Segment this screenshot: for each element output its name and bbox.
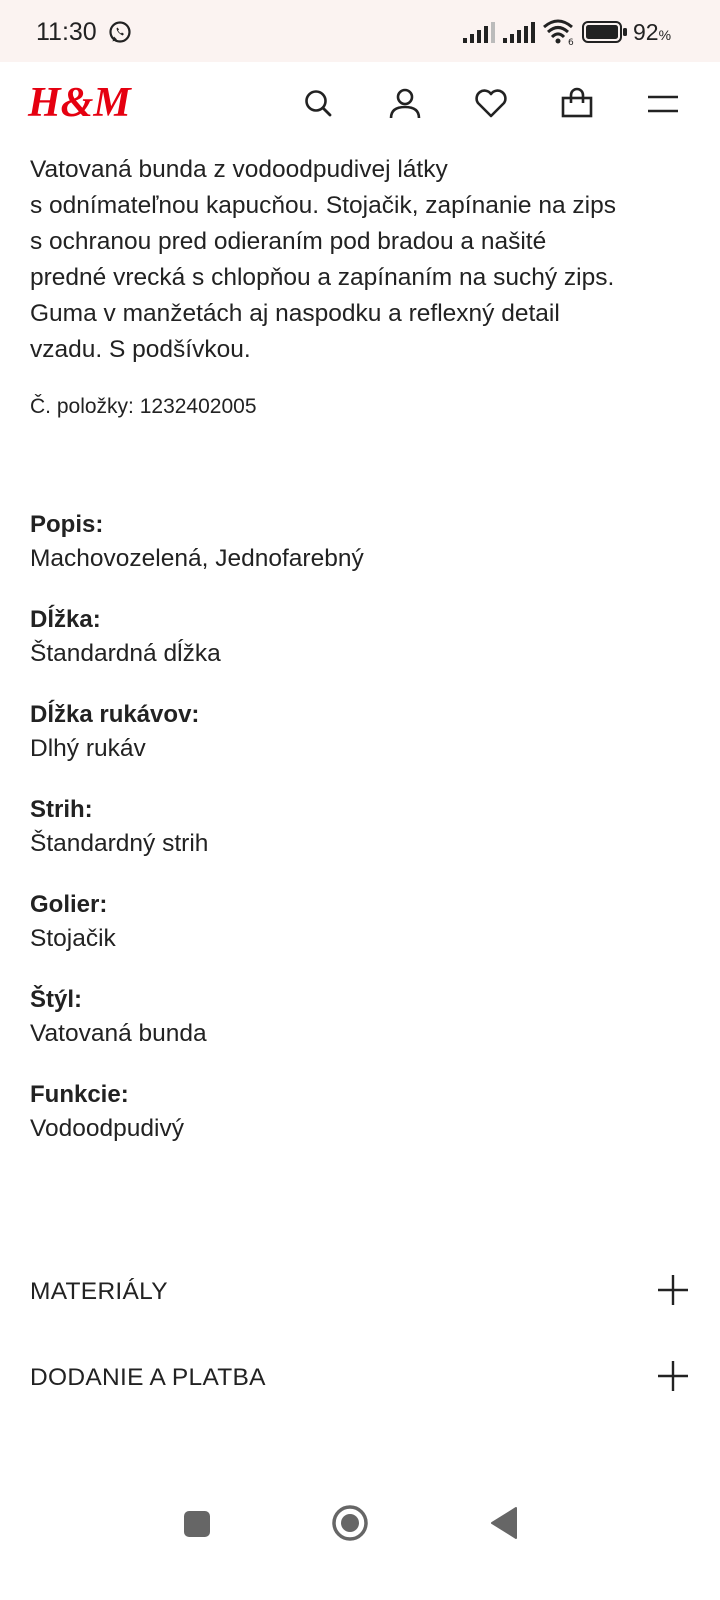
home-button[interactable] xyxy=(331,1504,369,1547)
whatsapp-icon xyxy=(108,20,132,49)
search-button[interactable] xyxy=(299,84,339,124)
attribute-label: Golier: xyxy=(30,891,108,918)
status-time: 11:30 xyxy=(36,18,97,46)
attribute-value: Stojačik xyxy=(30,925,116,952)
plus-icon xyxy=(656,1359,690,1398)
product-description xyxy=(30,152,690,368)
attribute-value: Machovozelená, Jednofarebný xyxy=(30,545,364,572)
cellular-signal-2-icon xyxy=(502,22,536,49)
favorites-button[interactable] xyxy=(471,84,511,124)
attribute-label: Dĺžka: xyxy=(30,606,101,633)
description-line: Guma v manžetách aj naspodku a reflexný detail xyxy=(30,300,560,327)
attribute-item xyxy=(30,983,690,1078)
wifi-icon xyxy=(542,18,576,51)
hm-logo[interactable] xyxy=(28,76,131,131)
attribute-item xyxy=(30,508,690,603)
menu-icon xyxy=(643,111,683,128)
delivery-payment-accordion[interactable] xyxy=(30,1348,690,1408)
attribute-label: Funkcie: xyxy=(30,1081,129,1108)
attribute-value: Vodoodpudivý xyxy=(30,1115,184,1142)
article-number: Č. položky: 1232402005 xyxy=(30,395,257,418)
attribute-label: Dĺžka rukávov: xyxy=(30,701,200,728)
description-line: predné vrecká s chlopňou a zapínaním na suchý zips. xyxy=(30,264,615,291)
shopping-bag-icon xyxy=(557,111,597,128)
attribute-value: Štandardný strih xyxy=(30,830,209,857)
attribute-value: Vatovaná bunda xyxy=(30,1020,207,1047)
search-icon xyxy=(299,111,339,128)
materials-accordion[interactable] xyxy=(30,1262,690,1322)
description-line: s ochranou pred odieraním pod bradou a našité xyxy=(30,228,547,255)
accordion-label: DODANIE A PLATBA xyxy=(30,1364,266,1391)
attribute-label: Popis: xyxy=(30,511,104,538)
shopping-bag-button[interactable] xyxy=(557,84,597,124)
attribute-value: Štandardná dĺžka xyxy=(30,640,221,667)
attribute-item xyxy=(30,698,690,793)
attribute-item xyxy=(30,793,690,888)
svg-text:6: 6 xyxy=(568,38,574,48)
description-line: s odnímateľnou kapucňou. Stojačik, zapínanie na zips xyxy=(30,192,616,219)
battery-icon xyxy=(582,21,628,48)
menu-button[interactable] xyxy=(643,84,683,124)
attribute-label: Strih: xyxy=(30,796,93,823)
accordion-label: MATERIÁLY xyxy=(30,1278,168,1305)
account-icon xyxy=(385,111,425,128)
heart-icon xyxy=(471,111,511,128)
system-navigation-bar xyxy=(0,1480,720,1600)
attribute-item xyxy=(30,603,690,698)
account-button[interactable] xyxy=(385,84,425,124)
cellular-signal-1-icon xyxy=(462,22,496,49)
product-attributes xyxy=(30,508,690,1173)
plus-icon xyxy=(656,1273,690,1312)
attribute-item xyxy=(30,1078,690,1173)
attribute-item xyxy=(30,888,690,983)
description-line: Vatovaná bunda z vodoodpudivej látky xyxy=(30,156,448,183)
status-bar xyxy=(0,0,720,62)
site-header xyxy=(0,62,720,150)
battery-percentage: 92% xyxy=(633,19,672,45)
attribute-label: Štýl: xyxy=(30,986,83,1013)
attribute-value: Dlhý rukáv xyxy=(30,735,146,762)
back-button[interactable] xyxy=(490,1506,518,1545)
description-line: vzadu. S podšívkou. xyxy=(30,336,251,363)
svg-text:H&M: H&M xyxy=(28,80,131,126)
recent-apps-button[interactable] xyxy=(183,1510,211,1543)
